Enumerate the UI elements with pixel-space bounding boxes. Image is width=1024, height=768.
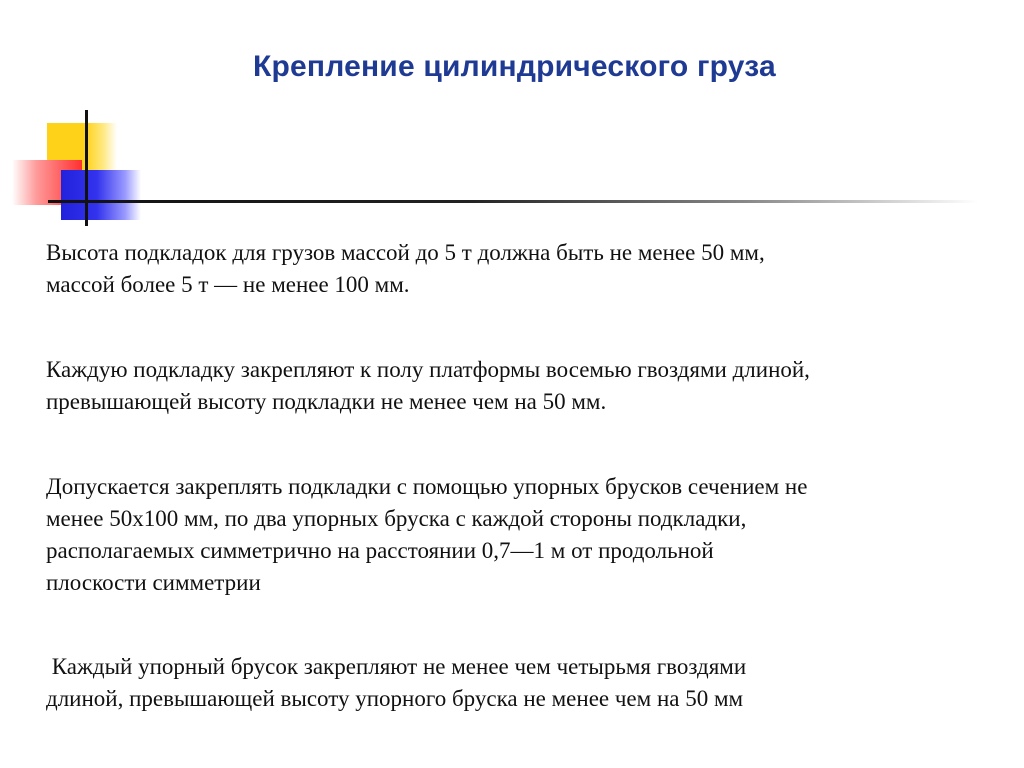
paragraph-4 — [46, 651, 1006, 715]
text-line: длиной, превышающей высоту упорного бруска не менее чем на 50 мм — [46, 686, 744, 711]
text-line: массой более 5 т — не менее 100 мм. — [46, 272, 410, 297]
paragraph-1 — [46, 237, 1006, 301]
slide-title: Крепление цилиндрического груза — [253, 50, 776, 83]
text-line: менее 50х100 мм, по два упорных бруска с каждой стороны подкладки, — [46, 506, 747, 531]
decorative-corner-graphic — [0, 0, 1024, 240]
text-line: плоскости симметрии — [46, 570, 261, 595]
horizontal-rule — [48, 200, 978, 203]
vertical-rule — [85, 110, 88, 226]
text-line: превышающей высоту подкладки не менее чем на 50 мм. — [46, 389, 607, 414]
text-line: Высота подкладок для грузов массой до 5 т должна быть не менее 50 мм, — [46, 240, 765, 265]
blue-square-decoration — [61, 170, 141, 220]
text-line: Каждый упорный брусок закрепляют не менее чем четырьмя гвоздями — [46, 654, 747, 679]
paragraph-2 — [46, 354, 1006, 418]
slide-body — [46, 237, 1006, 768]
text-line: Допускается закреплять подкладки с помощью упорных брусков сечением не — [46, 474, 808, 499]
text-line: Каждую подкладку закрепляют к полу платформы восемью гвоздями длиной, — [46, 357, 810, 382]
text-line: располагаемых симметрично на расстоянии 0,7—1 м от продольной — [46, 538, 714, 563]
paragraph-3 — [46, 471, 1006, 599]
